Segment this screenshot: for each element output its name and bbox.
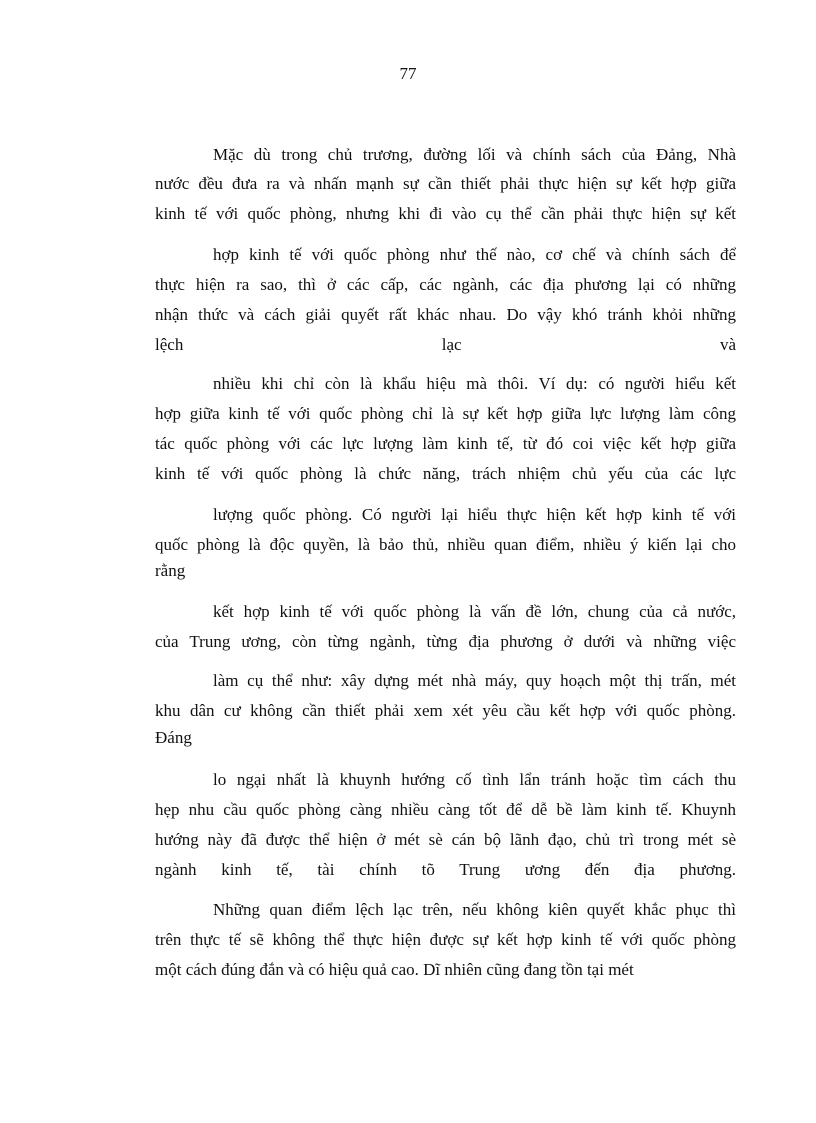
text-line: nhận thức và cách giải quyết rất khác nhau. Do vậy khó tránh khỏi những xyxy=(155,305,736,324)
text-line: kết hợp kinh tế với quốc phòng là vấn đề lớn, chung của cả nước, xyxy=(213,602,736,621)
text-line: hướng này đã được thể hiện ở mét sè cán bộ lãnh đạo, chủ trì trong mét sè xyxy=(155,830,736,849)
text-line: kinh tế với quốc phòng là chức năng, trách nhiệm chủ yếu của các lực xyxy=(155,464,736,483)
text-line: làm cụ thể như: xây dựng mét nhà máy, quy hoạch một thị trấn, mét xyxy=(213,671,736,690)
text-line: lệch lạc và xyxy=(155,335,736,354)
text-line: khu dân cư không cần thiết phải xem xét yêu cầu kết hợp với quốc phòng. xyxy=(155,701,736,720)
text-line: trên thực tế sẽ không thể thực hiện được sự kết hợp kinh tế với quốc phòng xyxy=(155,930,736,949)
text-line: Mặc dù trong chủ trương, đường lối và chính sách của Đảng, Nhà xyxy=(213,145,736,164)
text-line: nhiều khi chỉ còn là khẩu hiệu mà thôi. Ví dụ: có người hiểu kết xyxy=(213,374,736,393)
text-line: hẹp nhu cầu quốc phòng càng nhiều càng tốt để dễ bề làm kinh tế. Khuynh xyxy=(155,800,736,819)
text-line: ngành kinh tế, tài chính tõ Trung ương đến địa phương. xyxy=(155,860,736,879)
text-line: lượng quốc phòng. Có người lại hiểu thực hiện kết hợp kinh tế với xyxy=(213,505,736,524)
text-line: của Trung ương, còn từng ngành, từng địa phương ở dưới và những việc xyxy=(155,632,736,651)
text-line: thực hiện ra sao, thì ở các cấp, các ngành, các địa phương lại có những xyxy=(155,275,736,294)
text-line: lo ngại nhất là khuynh hướng cố tình lẩn tránh hoặc tìm cách thu xyxy=(213,770,736,789)
text-line: tác quốc phòng với các lực lượng làm kinh tế, từ đó coi việc kết hợp giữa xyxy=(155,434,736,453)
text-line: hợp kinh tế với quốc phòng như thế nào, cơ chế và chính sách để xyxy=(213,245,736,264)
text-line: kinh tế với quốc phòng, nhưng khi đi vào cụ thể cần phải thực hiện sự kết xyxy=(155,204,736,223)
text-line: Những quan điểm lệch lạc trên, nếu không kiên quyết khắc phục thì xyxy=(213,900,736,919)
text-line: hợp giữa kinh tế với quốc phòng chỉ là sự kết hợp giữa lực lượng làm công xyxy=(155,404,736,423)
text-line: Đáng xyxy=(155,728,192,747)
text-line: rằng xyxy=(155,561,186,580)
text-line: quốc phòng là độc quyền, là bảo thủ, nhiều quan điểm, nhiều ý kiến lại cho xyxy=(155,535,736,554)
text-line: nước đều đưa ra và nhấn mạnh sự cần thiết phải thực hiện sự kết hợp giữa xyxy=(155,174,736,193)
text-line: một cách đúng đắn và có hiệu quả cao. Dĩ nhiên cũng đang tồn tại mét xyxy=(155,960,634,979)
page-number: 77 xyxy=(399,64,417,83)
